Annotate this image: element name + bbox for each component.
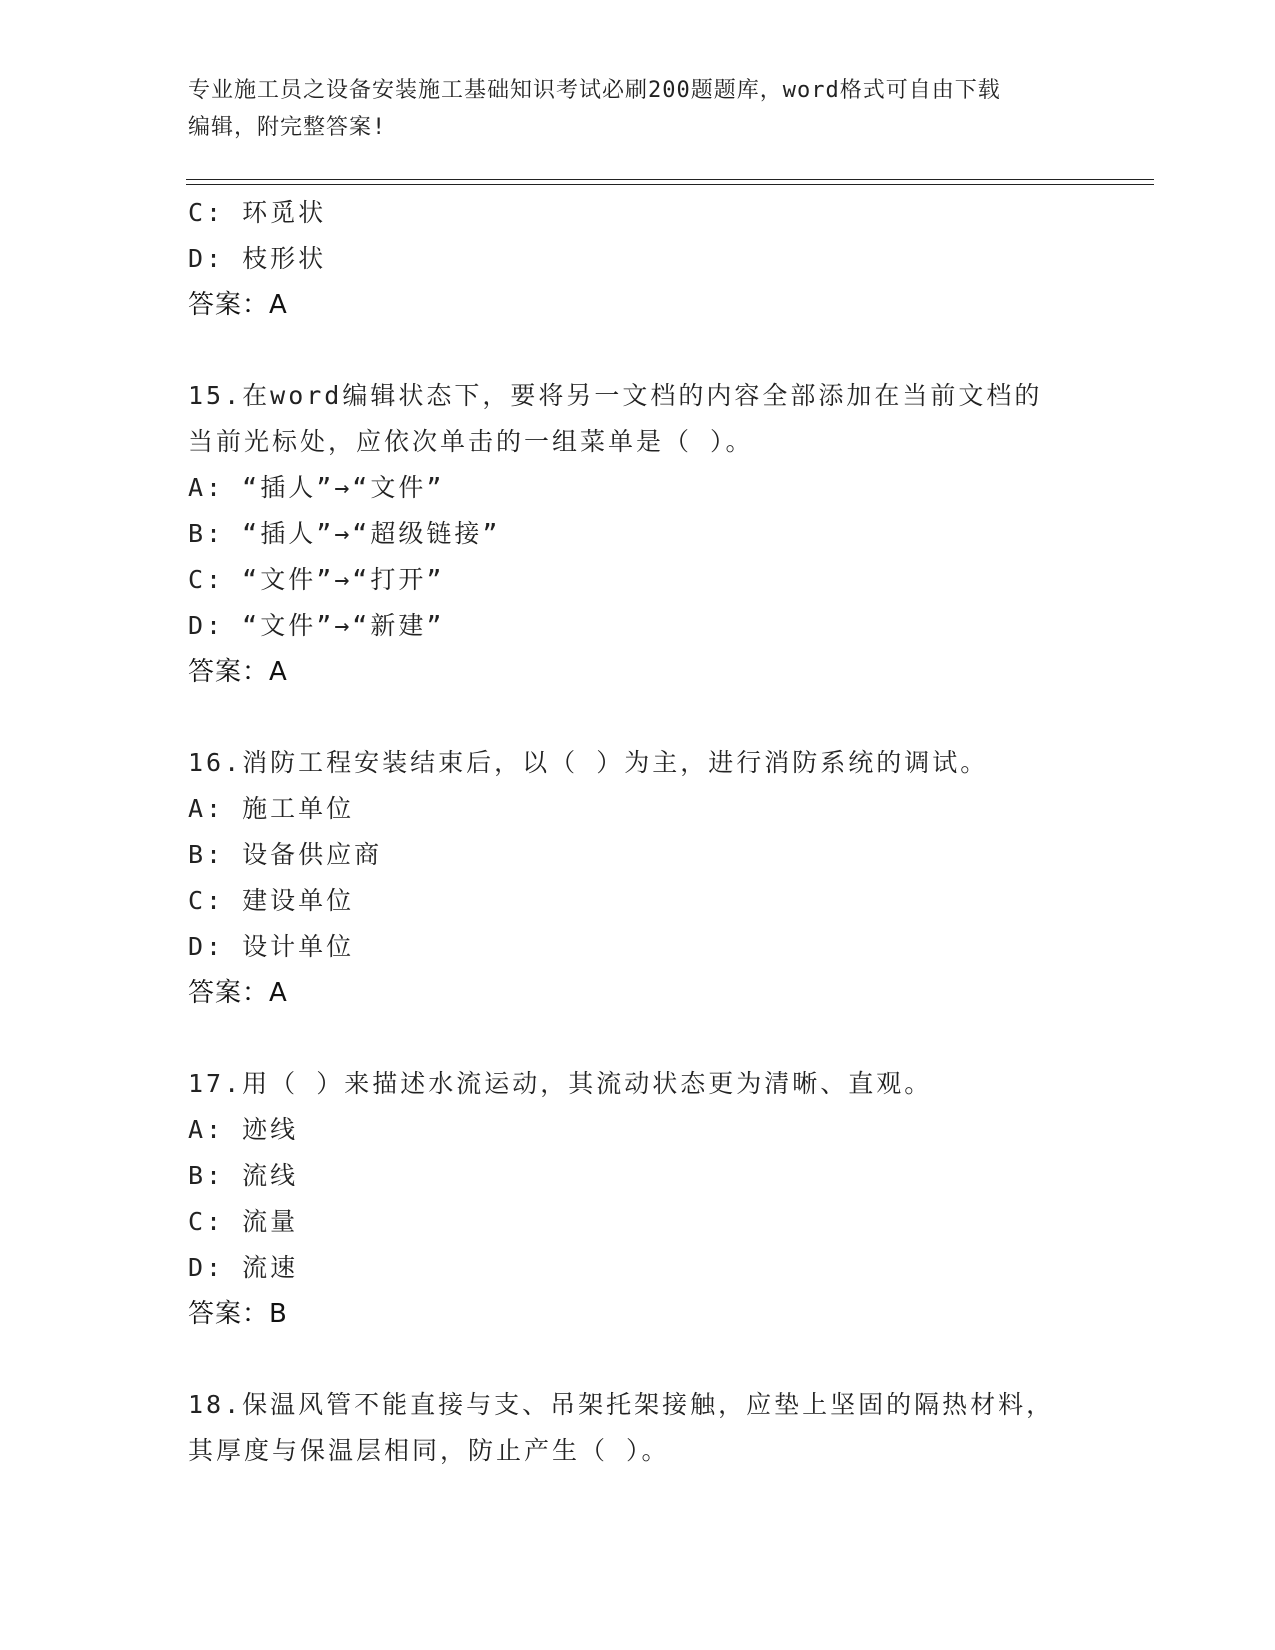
option-b: B: 流线 [188,1161,299,1190]
answer-line: 答案：A [188,978,288,1008]
option-b: B: 设备供应商 [188,840,383,869]
question-18 [188,1382,1148,1474]
question-15 [188,373,1148,695]
question-16 [188,740,1148,1016]
answer-line: 答案：A [188,657,288,687]
option-b: B: “插人”→“超级链接” [188,519,501,548]
header-title-line-2: 编辑，附完整答案! [188,115,387,140]
option-d: D: 枝形状 [188,244,327,273]
option-c: C: 建设单位 [188,886,355,915]
option-c: C: 环觅状 [188,198,327,227]
carryover-question-tail [188,190,1148,328]
question-text: 18.保温风管不能直接与支、吊架托架接触，应垫上坚固的隔热材料， [188,1390,1055,1419]
option-a: A: 施工单位 [188,794,355,823]
option-d: D: “文件”→“新建” [188,611,445,640]
spacer [188,1016,1148,1061]
option-d: D: 设计单位 [188,932,355,961]
option-c: C: “文件”→“打开” [188,565,445,594]
question-text: 当前光标处，应依次单击的一组菜单是（ ）。 [188,427,754,456]
header-title-line-1: 专业施工员之设备安装施工基础知识考试必刷200题题库，word格式可自由下载 [188,78,1001,103]
question-text: 16.消防工程安装结束后，以（ ）为主，进行消防系统的调试。 [188,748,989,777]
document-header [188,72,1088,146]
option-d: D: 流速 [188,1253,299,1282]
question-text: 15.在word编辑状态下，要将另一文档的内容全部添加在当前文档的 [188,381,1043,410]
option-a: A: “插人”→“文件” [188,473,445,502]
spacer [188,695,1148,740]
answer-line: 答案：A [188,290,288,320]
spacer [188,328,1148,373]
header-divider-top [186,179,1154,180]
question-content [188,190,1148,1474]
spacer [188,1337,1148,1382]
header-divider-bottom [186,184,1154,185]
question-text: 17.用（ ）来描述水流运动，其流动状态更为清晰、直观。 [188,1069,933,1098]
question-17 [188,1061,1148,1337]
question-text: 其厚度与保温层相同，防止产生（ ）。 [188,1436,670,1465]
option-a: A: 迹线 [188,1115,299,1144]
answer-line: 答案：B [188,1299,288,1329]
option-c: C: 流量 [188,1207,299,1236]
